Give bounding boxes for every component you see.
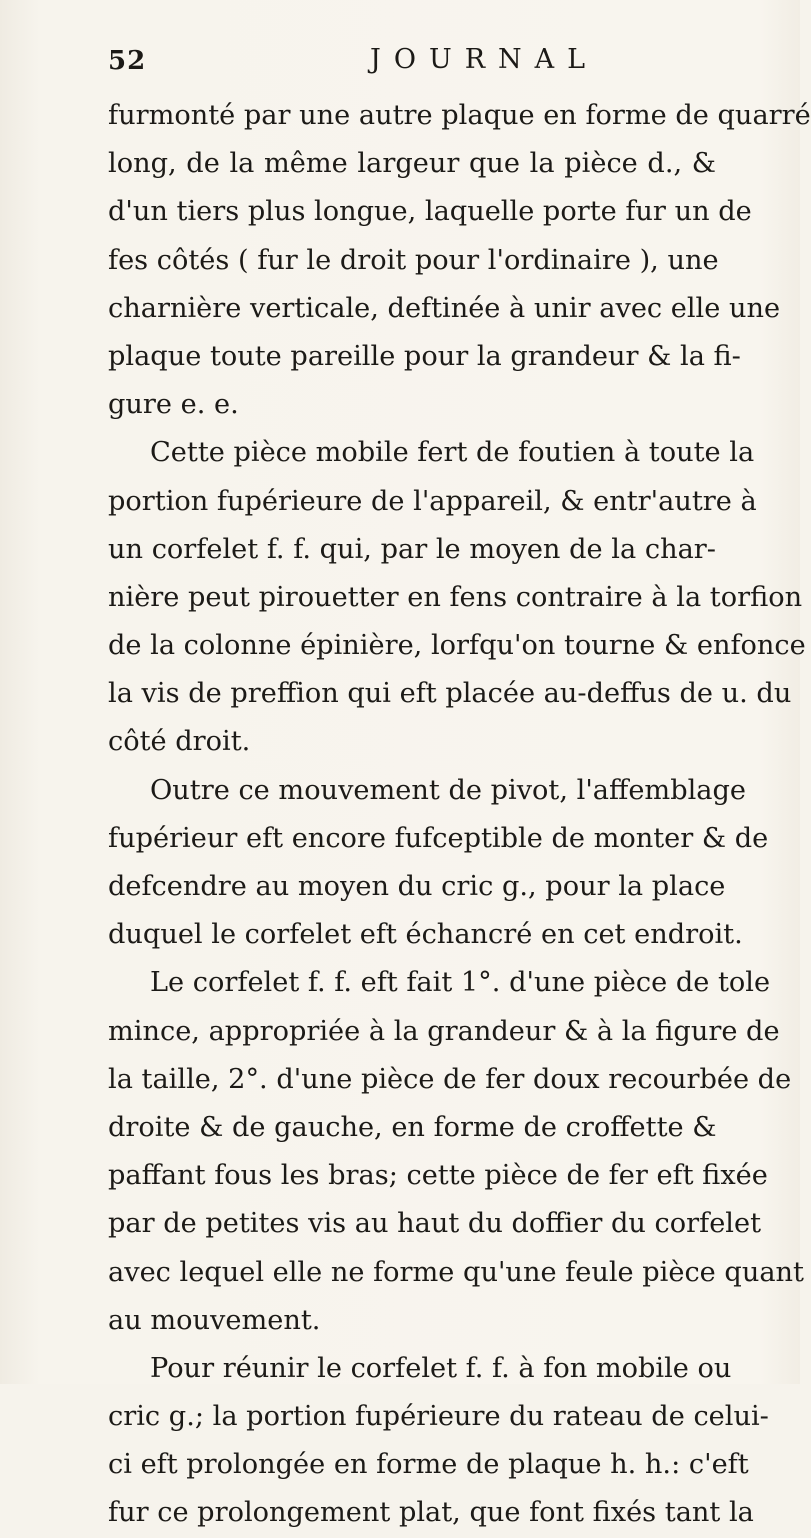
paragraph-start: Outre ce mouvement de pivot, l'affemblage [150, 774, 747, 806]
text-line: avec lequel elle ne forme qu'une feule pièce quant [108, 1256, 804, 1288]
text-line: fes côtés ( fur le droit pour l'ordinaire ), une [108, 244, 719, 276]
running-title: JOURNAL [370, 44, 599, 75]
text-line: gure e. e. [108, 389, 239, 421]
text-line: droite & de gauche, en forme de croffette & [108, 1111, 717, 1143]
text-line: ci eft prolongée en forme de plaque h. h.: c'eft [108, 1449, 749, 1481]
text-line: mince, appropriée à la grandeur & à la figure de [108, 1015, 780, 1047]
text-line: de la colonne épinière, lorfqu'on tourne & enfonce [108, 630, 806, 662]
text-line: plaque toute pareille pour la grandeur & la fi- [108, 340, 741, 372]
text-line: fur ce prolongement plat, que font fixés tant la [108, 1497, 754, 1529]
text-line: portion fupérieure de l'appareil, & entr'autre à [108, 485, 757, 517]
text-line: cric g.; la portion fupérieure du rateau de celui- [108, 1401, 769, 1433]
text-line: defcendre au moyen du cric g., pour la place [108, 871, 726, 902]
text-line: nière peut pirouetter en fens contraire à la torfion [108, 581, 803, 613]
text-line: la taille, 2°. d'une pièce de fer doux recourbée de [108, 1063, 792, 1095]
text-line: furmonté par une autre plaque en forme de quarré [108, 100, 811, 131]
page-number: 52 [108, 46, 147, 76]
paragraph-start: Cette pièce mobile fert de foutien à toute la [150, 437, 755, 469]
paragraph-start: Le corfelet f. f. eft fait 1°. d'une pièce de tole [150, 967, 771, 999]
text-line: long, de la même largeur que la pièce d., & [108, 148, 716, 180]
text-line: paffant fous les bras; cette pièce de fer eft fixée [108, 1160, 768, 1192]
text-line: la vis de preffion qui eft placée au-deffus de u. du [108, 678, 792, 710]
paragraph-start: Pour réunir le corfelet f. f. à fon mobile ou [150, 1352, 732, 1384]
text-line: par de petites vis au haut du doffier du corfelet [108, 1208, 761, 1240]
text-line: d'un tiers plus longue, laquelle porte fur un de [108, 196, 752, 228]
text-line: un corfelet f. f. qui, par le moyen de la char- [108, 533, 716, 565]
text-line: charnière verticale, deftinée à unir avec elle une [108, 292, 781, 324]
text-line: fupérieur eft encore fufceptible de monter & de [108, 822, 769, 854]
text-line: au mouvement. [108, 1304, 321, 1336]
body-text [108, 92, 811, 1529]
running-head [108, 40, 708, 90]
text-line: duquel le corfelet eft échancré en cet endroit. [108, 919, 743, 951]
text-line: côté droit. [108, 726, 251, 758]
